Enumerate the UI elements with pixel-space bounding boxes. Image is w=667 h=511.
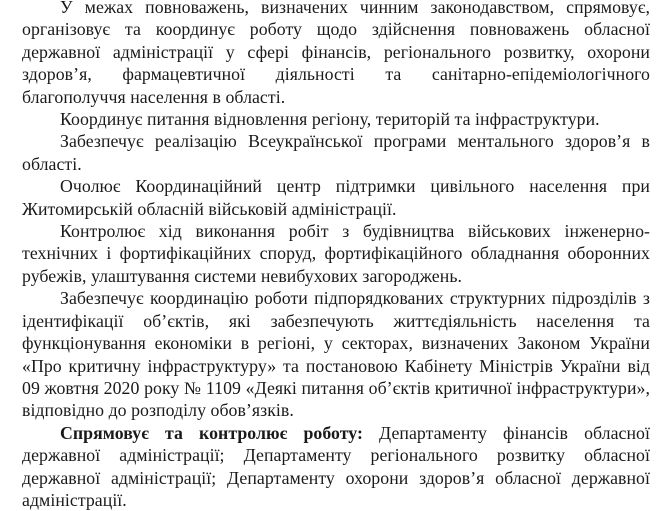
paragraph-powers: У межах повноважень, визначених чинним законодавством, спрямовує, організовує та координує роботу щодо здійснення повноважень обласної державної адміністрації у сфері фінансів, регіонального розвитку, охорони здоров’я, фармацевтичної діяльності та санітарно-епідеміологічного благополуччя населення в області. [22,0,650,107]
paragraph-mental-health: Забезпечує реалізацію Всеукраїнської програми ментального здоров’я в області. [22,131,650,174]
paragraph-coordination-center: Очолює Координаційний центр підтримки цивільного населення при Житомирській обласній військовій адміністрації. [22,176,650,219]
paragraph-fortifications: Контролює хід виконання робіт з будівництва військових інженерно-технічних і фортифікаційних споруд, фортифікаційного обладнання оборонних рубежів, улаштування системи невибухових загороджень. [22,221,650,286]
directs-controls-lead: Спрямовує та контролює роботу: [60,422,363,443]
paragraph-critical-infrastructure: Забезпечує координацію роботи підпорядкованих структурних підрозділів з ідентифікації об’єктів, які забезпечують життєдіяльність населення та функціонування економіки в регіоні, у секторах, визначених Законом України «Про критичну інфраструктуру» та постановою Кабінету Міністрів України від 09 жовтня 2020 року № 1109 «Деякі питання об’єктів критичної інфраструктури», відповідно до розподілу обов’язків. [22,288,650,421]
document-page [22,0,650,511]
paragraph-recovery: Координує питання відновлення регіону, територій та інфраструктури. [60,109,600,130]
directs-controls-text: Департаменту фінансів обласної державної адміністрації; Департаменту регіонального розвитку обласної державної адміністрації; Департаменту охорони здоров’я обласної державної адміністрації. [22,422,650,510]
paragraph-directs-controls [22,422,650,511]
